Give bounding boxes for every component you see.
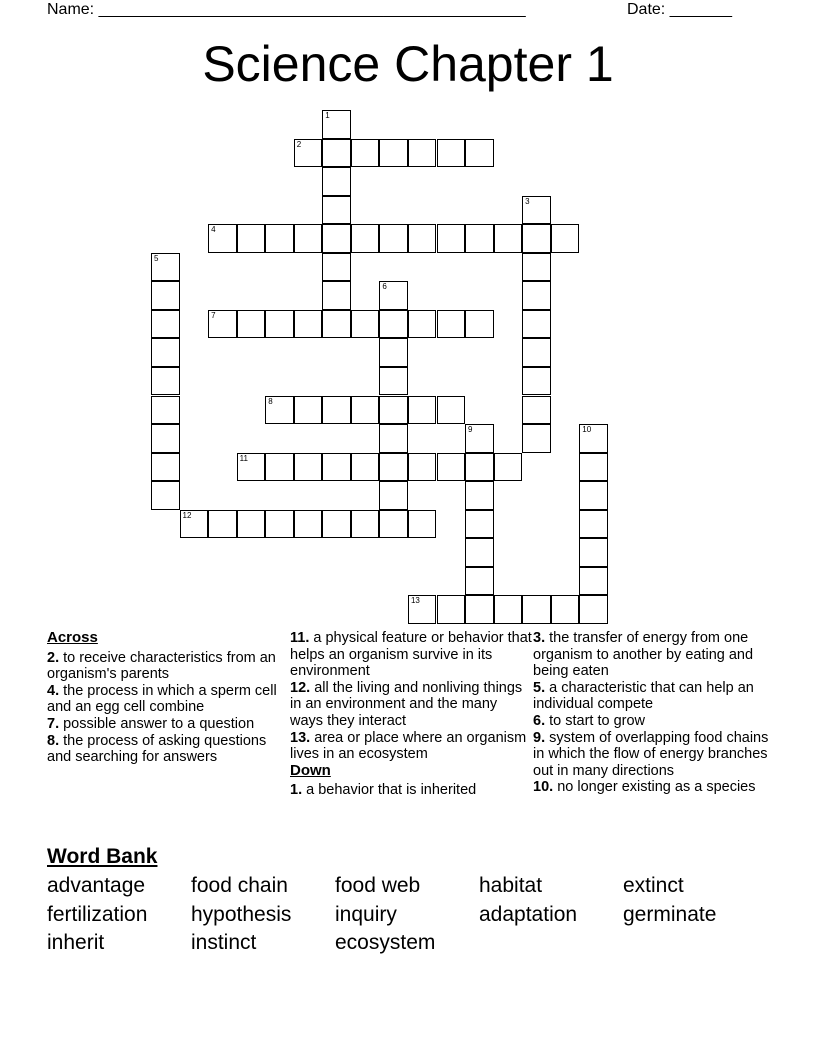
word-bank-item: instinct [191, 931, 257, 954]
grid-cell[interactable] [579, 567, 608, 596]
cell-number: 4 [211, 225, 216, 235]
grid-cell[interactable] [322, 167, 351, 196]
grid-cell[interactable] [465, 139, 494, 168]
clue-down-9: 9. system of overlapping food chains in which the flow of energy branches out in many directions [533, 729, 769, 779]
across-heading: Across [47, 629, 98, 646]
word-bank-item: food web [335, 874, 421, 897]
grid-cell[interactable] [437, 595, 466, 624]
cell-number: 2 [296, 139, 302, 149]
grid-cell[interactable] [437, 139, 466, 168]
grid-cell[interactable] [408, 139, 437, 168]
grid-cell[interactable] [237, 510, 266, 539]
clue-down-10: 10. no longer existing as a species [533, 779, 756, 796]
clues-column-1 [47, 630, 289, 766]
word-bank-item: food chain [191, 874, 288, 897]
grid-cell[interactable] [465, 453, 494, 482]
grid-cell[interactable] [322, 196, 351, 225]
grid-cell[interactable] [379, 139, 408, 168]
grid-cell[interactable] [351, 310, 380, 339]
clue-across-12: 12. all the living and nonliving things in an environment and the many ways they interact [290, 679, 523, 729]
grid-cell[interactable] [465, 510, 494, 539]
grid-cell[interactable] [322, 510, 351, 539]
clue-down-3: 3. the transfer of energy from one organism to another by eating and being eaten [533, 630, 754, 680]
grid-cell[interactable] [551, 224, 580, 253]
grid-cell[interactable] [579, 424, 608, 453]
grid-cell[interactable] [408, 224, 437, 253]
clue-across-13: 13. area or place where an organism lives in an ecosystem [290, 729, 527, 763]
grid-cell[interactable] [322, 396, 351, 425]
cell-number: 9 [468, 425, 473, 435]
grid-cell[interactable] [322, 453, 351, 482]
word-bank-item: germinate [623, 902, 717, 926]
grid-cell[interactable] [522, 310, 551, 339]
cell-number: 10 [582, 425, 592, 435]
grid-cell[interactable] [265, 396, 294, 425]
grid-cell[interactable] [379, 453, 408, 482]
grid-cell[interactable] [379, 510, 408, 539]
grid-cell[interactable] [579, 510, 608, 539]
clues-column-3 [533, 630, 775, 796]
grid-cell[interactable] [522, 338, 551, 367]
grid-cell[interactable] [494, 595, 523, 624]
grid-cell[interactable] [522, 281, 551, 310]
grid-cell[interactable] [294, 310, 323, 339]
word-bank-item: ecosystem [335, 931, 436, 954]
date-field-label: Date: _______ [627, 1, 732, 18]
grid-cell[interactable] [237, 224, 266, 253]
cell-number: 6 [382, 282, 387, 292]
clues-column-2 [290, 630, 532, 799]
word-bank-item: fertilization [47, 902, 148, 926]
grid-cell[interactable] [322, 224, 351, 253]
cell-number: 5 [154, 253, 159, 263]
grid-cell[interactable] [522, 396, 551, 425]
word-bank-item: extinct [623, 874, 684, 897]
grid-cell[interactable] [379, 281, 408, 310]
grid-cell[interactable] [408, 453, 437, 482]
down-heading: Down [290, 761, 331, 779]
grid-cell[interactable] [265, 453, 294, 482]
grid-cell[interactable] [465, 424, 494, 453]
clue-down-1: 1. a behavior that is inherited [290, 782, 477, 799]
name-field-label: Name: ________________________________________________ [47, 1, 526, 18]
grid-cell[interactable] [294, 396, 323, 425]
grid-cell[interactable] [151, 453, 180, 482]
grid-cell[interactable] [522, 595, 551, 624]
grid-cell[interactable] [579, 453, 608, 482]
grid-cell[interactable] [379, 481, 408, 510]
grid-cell[interactable] [408, 310, 437, 339]
word-bank-item: habitat [479, 874, 543, 897]
grid-cell[interactable] [465, 567, 494, 596]
word-bank-item: inherit [47, 931, 105, 954]
grid-cell[interactable] [294, 139, 323, 168]
grid-cell[interactable] [322, 253, 351, 282]
grid-cell[interactable] [294, 453, 323, 482]
grid-cell[interactable] [437, 310, 466, 339]
grid-cell[interactable] [379, 310, 408, 339]
grid-cell[interactable] [522, 224, 551, 253]
word-bank-item: hypothesis [191, 902, 292, 926]
grid-cell[interactable] [208, 224, 237, 253]
grid-cell[interactable] [151, 338, 180, 367]
grid-cell[interactable] [351, 453, 380, 482]
grid-cell[interactable] [322, 139, 351, 168]
cell-number: 12 [182, 510, 192, 520]
word-bank-item: adaptation [479, 902, 578, 926]
grid-cell[interactable] [408, 396, 437, 425]
grid-cell[interactable] [522, 367, 551, 396]
clue-across-4: 4. the process in which a sperm cell and an egg cell combine [47, 682, 277, 716]
grid-cell[interactable] [151, 310, 180, 339]
grid-cell[interactable] [379, 224, 408, 253]
grid-cell[interactable] [351, 396, 380, 425]
grid-cell[interactable] [579, 595, 608, 624]
clue-across-11: 11. a physical feature or behavior that helps an organism survive in its environment [290, 630, 532, 680]
cell-number: 1 [325, 111, 330, 120]
cell-number: 3 [525, 196, 530, 206]
grid-cell[interactable] [494, 224, 523, 253]
grid-cell[interactable] [322, 281, 351, 310]
grid-cell[interactable] [180, 510, 209, 539]
cell-number: 13 [410, 596, 420, 606]
grid-cell[interactable] [265, 310, 294, 339]
clue-across-8: 8. the process of asking questions and searching for answers [47, 732, 267, 766]
clue-across-7: 7. possible answer to a question [47, 715, 255, 732]
grid-cell[interactable] [151, 367, 180, 396]
grid-cell[interactable] [265, 510, 294, 539]
grid-cell[interactable] [465, 595, 494, 624]
grid-cell[interactable] [551, 595, 580, 624]
grid-cell[interactable] [437, 224, 466, 253]
grid-cell[interactable] [265, 224, 294, 253]
grid-cell[interactable] [208, 510, 237, 539]
grid-cell[interactable] [437, 453, 466, 482]
page-title: Science Chapter 1 [202, 36, 614, 92]
grid-cell[interactable] [379, 367, 408, 396]
word-bank-item: advantage [47, 874, 146, 897]
grid-cell[interactable] [465, 224, 494, 253]
clue-down-6: 6. to start to grow [533, 712, 646, 729]
grid-cell[interactable] [351, 224, 380, 253]
grid-cell[interactable] [522, 196, 551, 225]
grid-cell[interactable] [522, 253, 551, 282]
clue-down-5: 5. a characteristic that can help an individual compete [533, 679, 754, 713]
grid-cell[interactable] [151, 253, 180, 282]
grid-cell[interactable] [579, 481, 608, 510]
grid-cell[interactable] [237, 453, 266, 482]
cell-number: 7 [211, 310, 216, 320]
grid-cell[interactable] [208, 310, 237, 339]
grid-cell[interactable] [522, 424, 551, 453]
grid-cell[interactable] [465, 538, 494, 567]
grid-cell[interactable] [351, 510, 380, 539]
word-bank-title: Word Bank [47, 845, 158, 868]
grid-cell[interactable] [379, 338, 408, 367]
grid-cell[interactable] [437, 396, 466, 425]
grid-cell[interactable] [465, 481, 494, 510]
grid-cell[interactable] [408, 510, 437, 539]
clue-across-2: 2. to receive characteristics from an organism's parents [47, 649, 276, 683]
grid-cell[interactable] [322, 110, 351, 139]
grid-cell[interactable] [151, 424, 180, 453]
word-bank-item: inquiry [335, 902, 397, 926]
grid-cell[interactable] [322, 310, 351, 339]
grid-cell[interactable] [494, 453, 523, 482]
cell-number: 11 [239, 453, 248, 463]
grid-cell[interactable] [294, 224, 323, 253]
grid-cell[interactable] [151, 481, 180, 510]
grid-cell[interactable] [237, 310, 266, 339]
grid-cell[interactable] [579, 538, 608, 567]
grid-cell[interactable] [465, 310, 494, 339]
grid-cell[interactable] [379, 424, 408, 453]
grid-cell[interactable] [294, 510, 323, 539]
grid-cell[interactable] [151, 396, 180, 425]
grid-cell[interactable] [408, 595, 437, 624]
grid-cell[interactable] [351, 139, 380, 168]
cell-number: 8 [268, 396, 273, 406]
grid-cell[interactable] [379, 396, 408, 425]
grid-cell[interactable] [151, 281, 180, 310]
